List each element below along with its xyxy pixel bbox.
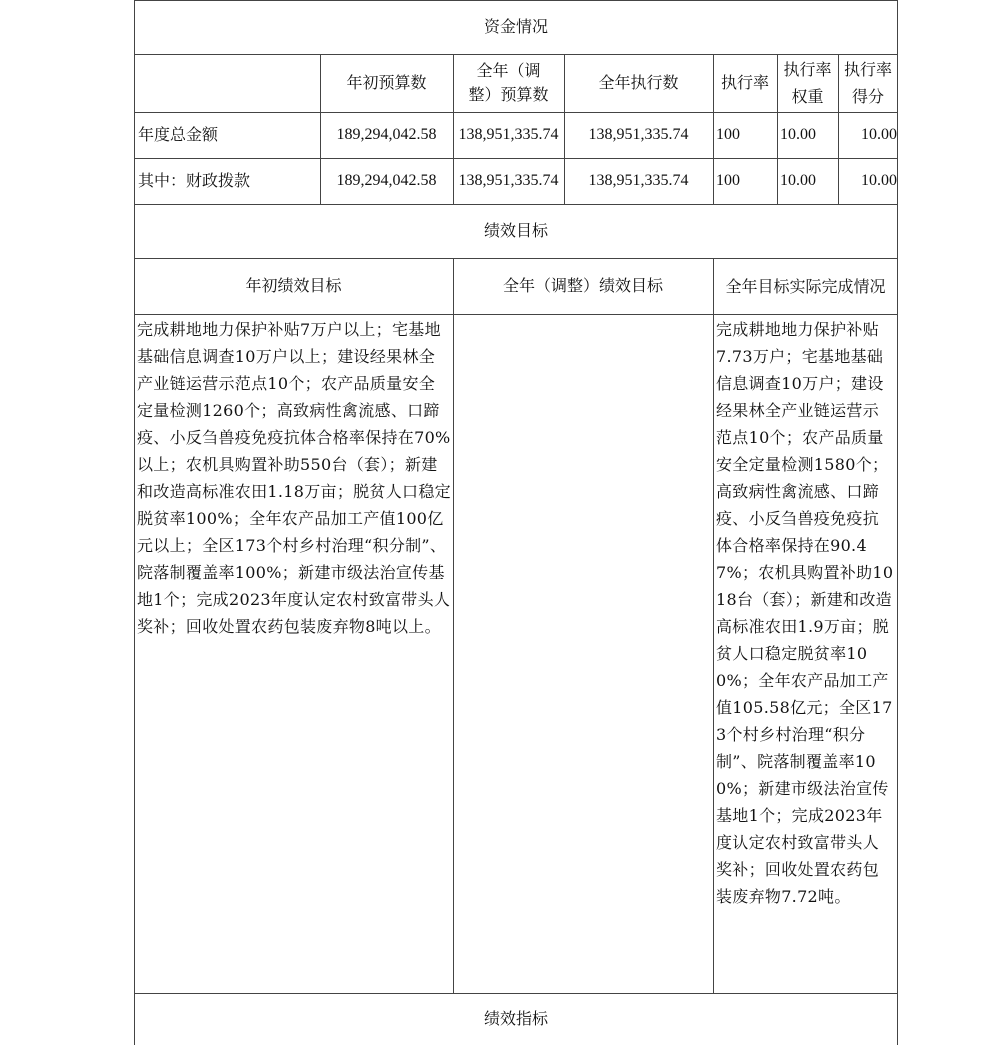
- header-actual-completion: 全年目标实际完成情况: [725, 276, 886, 296]
- row-total-adjusted-budget: 138,951,335.74: [458, 126, 559, 143]
- row-fiscal-rate-weight: 10.00: [780, 172, 816, 189]
- performance-table: [134, 0, 898, 1045]
- header-initial-goals: 年初绩效目标: [245, 276, 342, 295]
- funding-section-title: 资金情况: [483, 17, 548, 36]
- row-total-annual-execution: 138,951,335.74: [588, 126, 689, 143]
- row-total-initial-budget: 189,294,042.58: [336, 126, 437, 143]
- row-fiscal-annual-execution: 138,951,335.74: [588, 172, 689, 189]
- header-rate-score: 执行率得分: [843, 60, 892, 106]
- actual-completion-text: 完成耕地地力保护补贴7.73万户；宅基地基础信息调查10万户；建设经果林全产业链运营示范点10个；农产品质量安全定量检测1580个；高致病性禽流感、口蹄疫、小反刍兽疫免疫抗体合格率保持在90.47%；农机具购置补助1018台（套）；新建和改造高标准农田1.9万亩；脱贫人口稳定脱贫率100%；全年农产品加工产值105.58亿元；全区173个村乡村治理“积分制”、院落制覆盖率100%；新建市级法治宣传基地1个；完成2023年度认定农村致富带头人奖补；回收处置农药包装废弃物7.72吨。: [716, 320, 894, 906]
- row-total-rate-weight: 10.00: [780, 126, 816, 143]
- initial-goals-text: 完成耕地地力保护补贴7万户以上；宅基地基础信息调查10万户以上；建设经果林全产业链运营示范点10个；农产品质量安全定量检测1260个；高致病性禽流感、口蹄疫、小反刍兽疫免疫抗体合格率保持在70%以上；农机具购置补助550台（套）；新建和改造高标准农田1.18万亩；脱贫人口稳定脱贫率100%；全年农产品加工产值100亿元以上；全区173个村乡村治理“积分制”、院落制覆盖率100%；新建市级法治宣传基地1个；完成2023年度认定农村致富带头人奖补；回收处置农药包装废弃物8吨以上。: [137, 320, 451, 636]
- header-adjusted-budget: 全年（调整）预算数: [468, 61, 549, 104]
- header-rate-weight: 执行率权重: [783, 60, 832, 106]
- indicators-section-title: 绩效指标: [483, 1009, 548, 1028]
- row-total-execution-rate: 100: [716, 126, 740, 143]
- row-total-label: 年度总金额: [138, 125, 219, 144]
- row-fiscal-execution-rate: 100: [716, 172, 740, 189]
- row-total-rate-score: 10.00: [861, 126, 897, 143]
- header-execution-rate: 执行率: [720, 73, 769, 92]
- row-fiscal-adjusted-budget: 138,951,335.74: [458, 172, 559, 189]
- goals-section-title: 绩效目标: [483, 221, 548, 240]
- row-fiscal-rate-score: 10.00: [861, 172, 897, 189]
- header-adjusted-goals: 全年（调整）绩效目标: [502, 276, 663, 295]
- header-initial-budget: 年初预算数: [346, 73, 427, 92]
- header-annual-execution: 全年执行数: [598, 73, 679, 92]
- adjusted-goals-text: [455, 316, 711, 992]
- row-fiscal-initial-budget: 189,294,042.58: [336, 172, 437, 189]
- row-fiscal-label: 其中：财政拨款: [138, 171, 251, 190]
